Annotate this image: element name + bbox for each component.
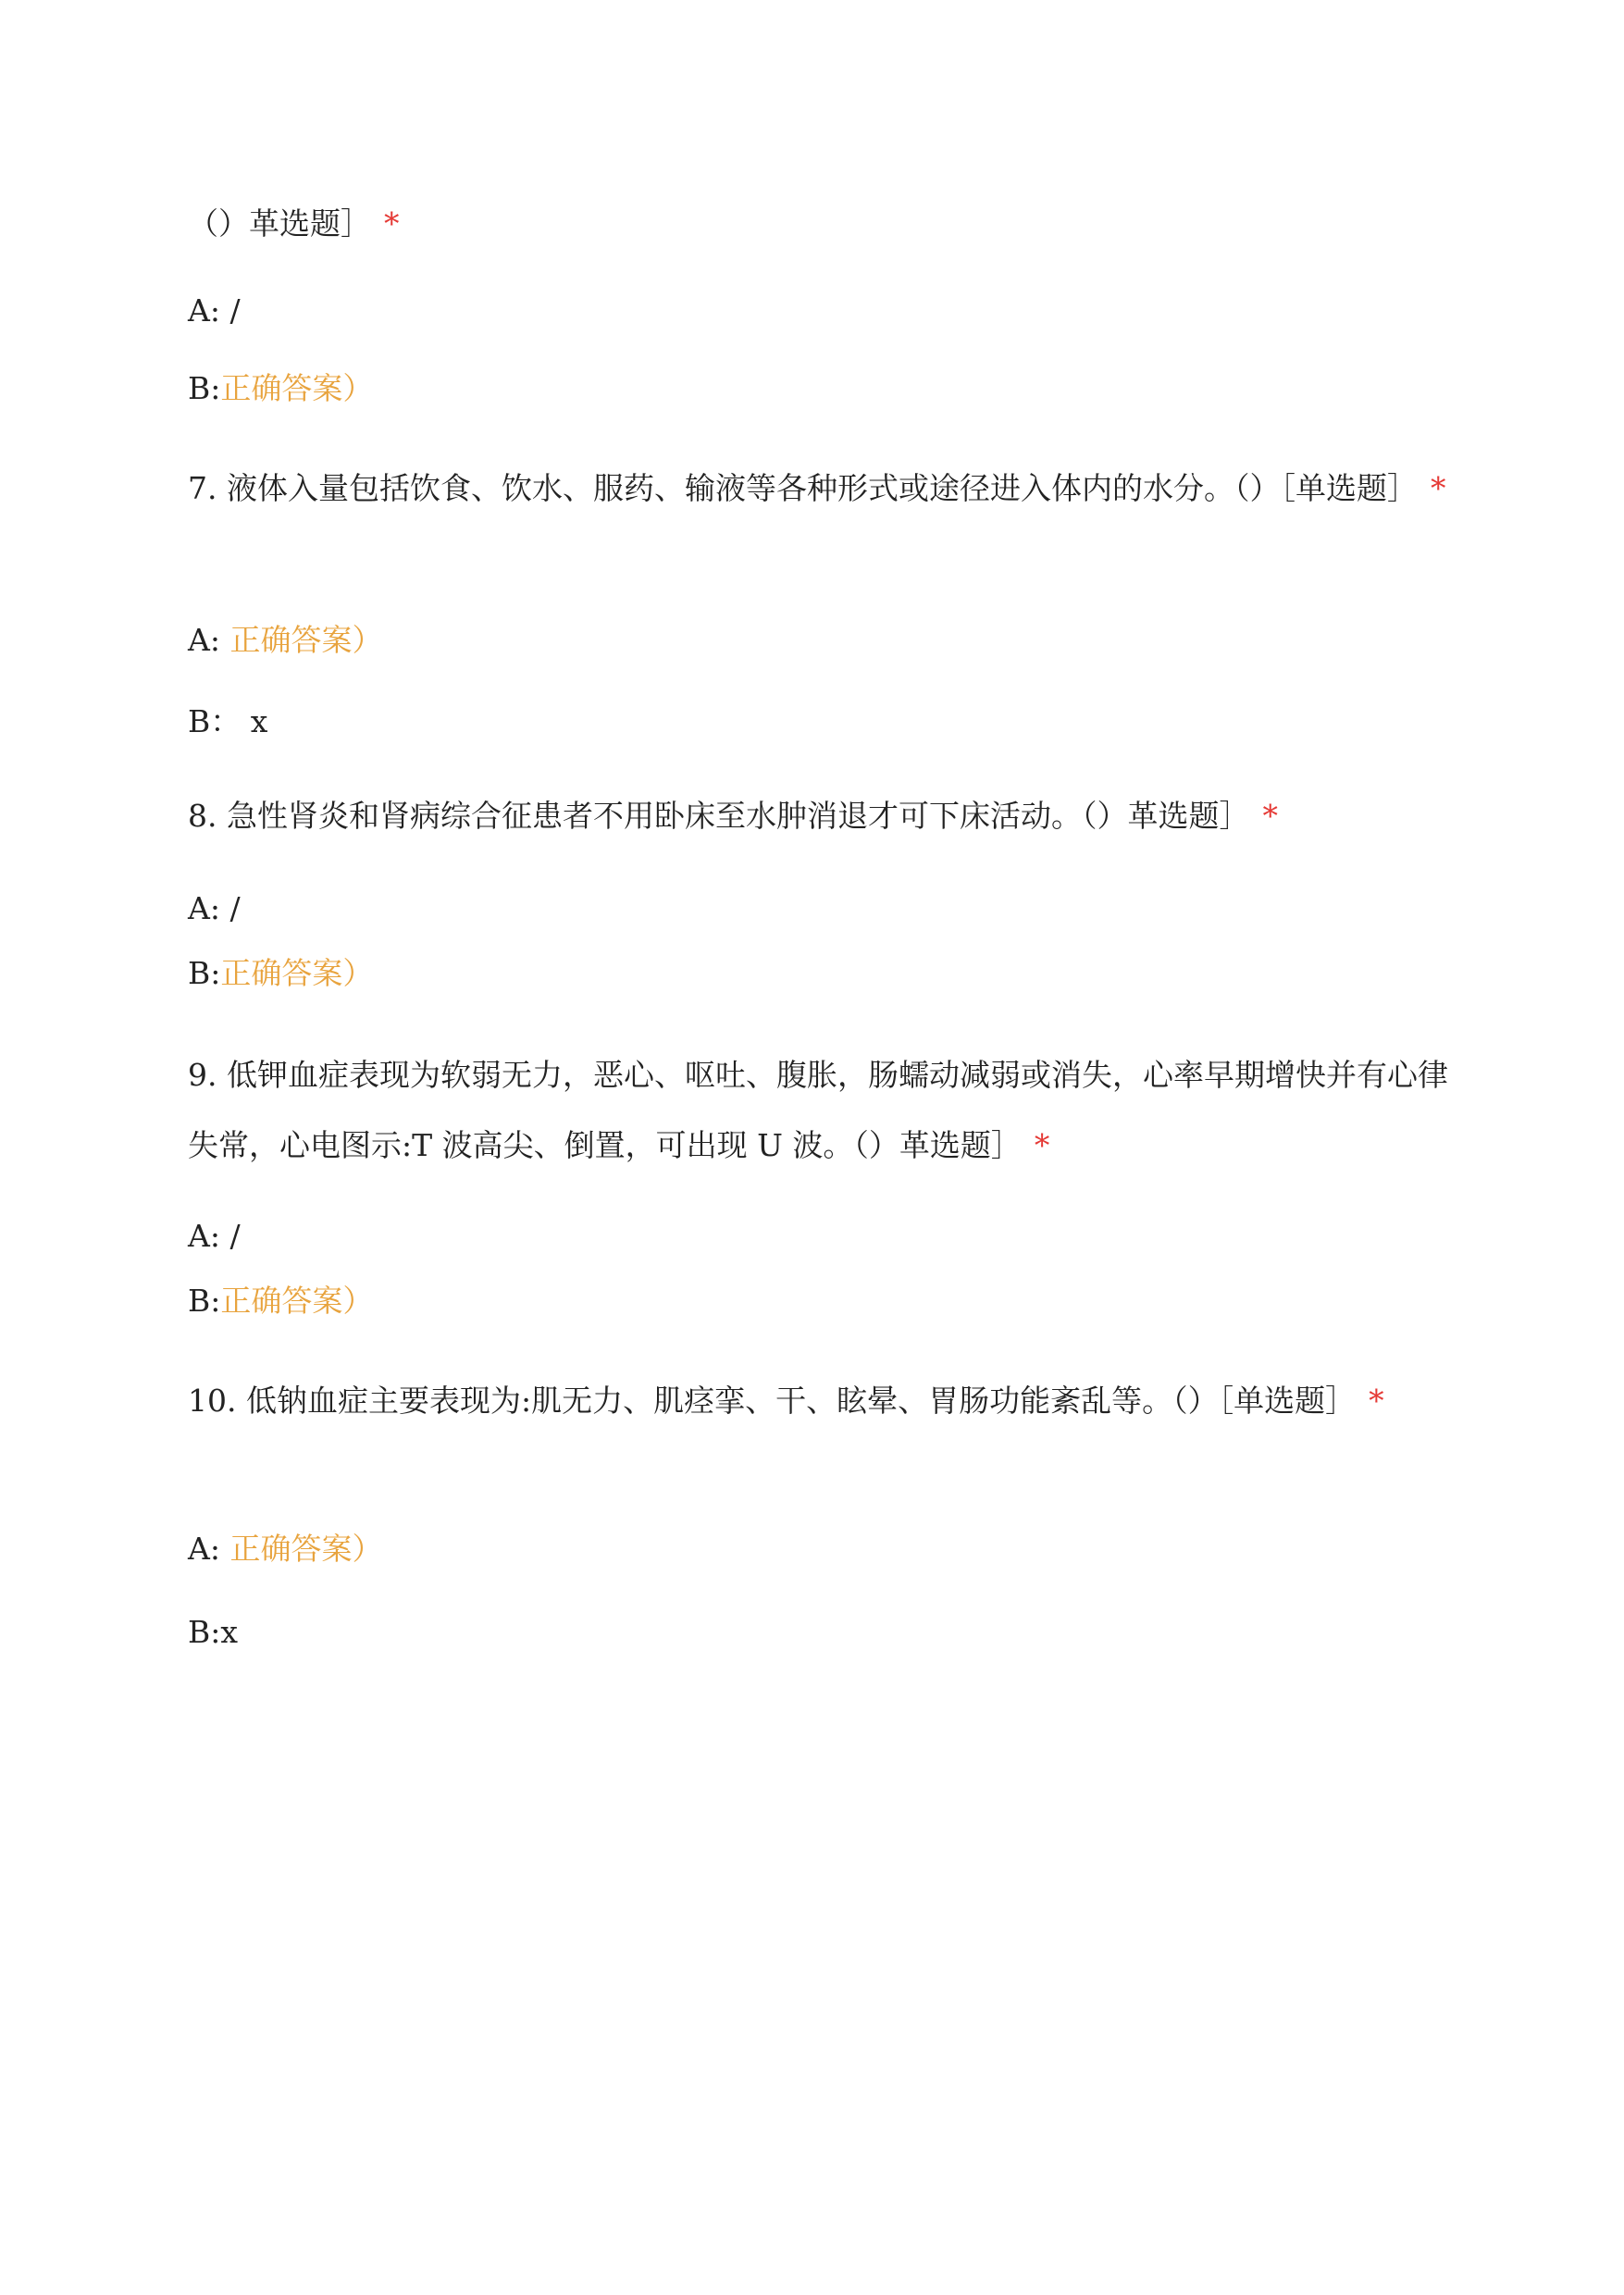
question-text: 8. 急性肾炎和肾病综合征患者不用卧床至水肿消退才可下床活动。（）革选题］ * (188, 798, 1278, 834)
option-a[interactable]: A: 正确答案） (188, 622, 383, 658)
correct-answer-label: 正确答案） (229, 622, 383, 658)
correct-answer-label: 正确答案） (229, 1531, 383, 1567)
option-b[interactable]: B:x (188, 1614, 238, 1650)
required-mark: * (1430, 470, 1446, 506)
question-text: 7. 液体入量包括饮食、饮水、服药、输液等各种形式或途径进入体内的水分。（）［单选题］ * (188, 470, 1446, 506)
required-mark: * (1369, 1383, 1384, 1419)
required-mark: * (1262, 798, 1278, 834)
option-b[interactable]: B:正确答案） (188, 1283, 374, 1319)
question-text: 10. 低钠血症主要表现为:肌无力、肌痉挛、干、眩晕、胃肠功能紊乱等。（）［单选题］ * (188, 1383, 1384, 1419)
option-a[interactable]: A: / (188, 890, 241, 926)
option-a[interactable]: A: 正确答案） (188, 1531, 383, 1567)
option-a[interactable]: A: / (188, 1218, 241, 1254)
option-b[interactable]: B:正确答案） (188, 370, 374, 406)
question-text: 9. 低钾血症表现为软弱无力，恶心、呕吐、腹胀，肠蠕动减弱或消失，心率早期增快并有心律失常，心电图示:T 波高尖、倒置，可出现 U 波。（）革选题］ * (188, 1057, 1448, 1163)
option-b[interactable]: B:正确答案） (188, 955, 374, 991)
correct-answer-label: 正确答案） (220, 370, 374, 406)
question-text: （）革选题］ * (188, 205, 400, 242)
correct-answer-label: 正确答案） (220, 1283, 374, 1319)
correct-answer-label: 正确答案） (220, 955, 374, 991)
option-a[interactable]: A: / (188, 292, 241, 329)
option-b[interactable]: B： x (188, 703, 268, 739)
required-mark: * (1034, 1127, 1050, 1163)
required-mark: * (384, 205, 400, 242)
